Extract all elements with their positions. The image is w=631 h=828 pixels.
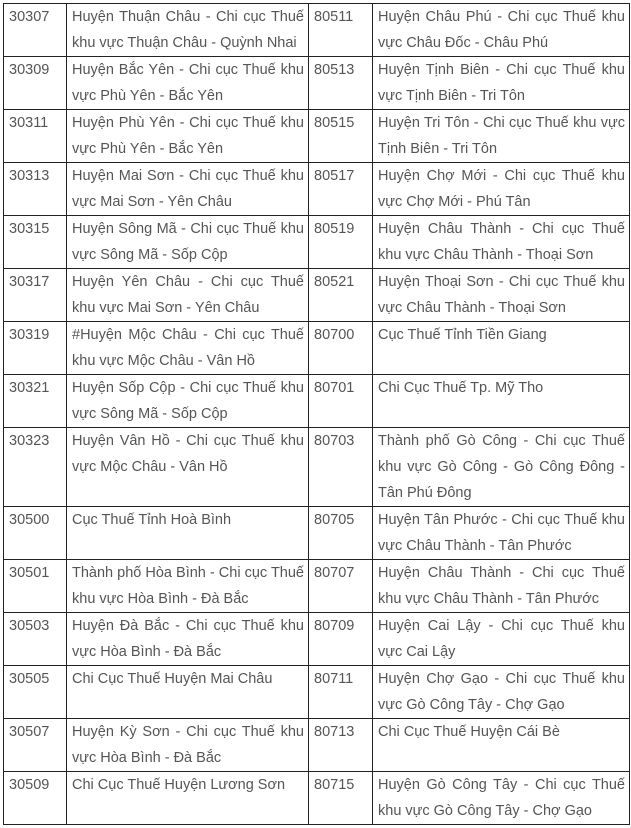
code-cell: 30319: [4, 322, 67, 375]
office-name-cell: Huyện Cai Lậy - Chi cục Thuế khu vực Cai Lậy: [373, 613, 630, 666]
table-row: [4, 507, 630, 560]
code-cell: 30501: [4, 560, 67, 613]
office-name-cell: Huyện Châu Thành - Chi cục Thuế khu vực Châu Thành - Thoại Sơn: [373, 216, 630, 269]
code-cell: 30307: [4, 4, 67, 57]
office-name-cell: Thành phố Hòa Bình - Chi cục Thuế khu vực Hòa Bình - Đà Bắc: [67, 560, 309, 613]
office-name-cell: Huyện Sông Mã - Chi cục Thuế khu vực Sông Mã - Sốp Cộp: [67, 216, 309, 269]
code-cell: 80705: [309, 507, 373, 560]
office-name-cell: Cục Thuế Tỉnh Tiền Giang: [373, 322, 630, 375]
office-name-cell: Huyện Bắc Yên - Chi cục Thuế khu vực Phù Yên - Bắc Yên: [67, 57, 309, 110]
code-cell: 80701: [309, 375, 373, 428]
table-row: [4, 216, 630, 269]
office-name-cell: Huyện Vân Hồ - Chi cục Thuế khu vực Mộc Châu - Vân Hồ: [67, 428, 309, 507]
table-row: [4, 719, 630, 772]
code-cell: 80513: [309, 57, 373, 110]
office-name-cell: Huyện Chợ Mới - Chi cục Thuế khu vực Chợ Mới - Phú Tân: [373, 163, 630, 216]
code-cell: 80711: [309, 666, 373, 719]
office-name-cell: Huyện Tịnh Biên - Chi cục Thuế khu vực Tịnh Biên - Tri Tôn: [373, 57, 630, 110]
code-cell: 30315: [4, 216, 67, 269]
code-cell: 80700: [309, 322, 373, 375]
office-name-cell: Chi Cục Thuế Huyện Mai Châu: [67, 666, 309, 719]
code-cell: 80511: [309, 4, 373, 57]
code-cell: 30313: [4, 163, 67, 216]
tax-office-table: [3, 3, 630, 825]
table-row: [4, 772, 630, 825]
table-row: [4, 57, 630, 110]
office-name-cell: Huyện Châu Phú - Chi cục Thuế khu vực Châu Đốc - Châu Phú: [373, 4, 630, 57]
code-cell: 30321: [4, 375, 67, 428]
office-name-cell: #Huyện Mộc Châu - Chi cục Thuế khu vực Mộc Châu - Vân Hồ: [67, 322, 309, 375]
code-cell: 80521: [309, 269, 373, 322]
code-cell: 30309: [4, 57, 67, 110]
office-name-cell: Huyện Thoại Sơn - Chi cục Thuế khu vực Châu Thành - Thoại Sơn: [373, 269, 630, 322]
table-row: [4, 322, 630, 375]
code-cell: 80519: [309, 216, 373, 269]
office-name-cell: Chi Cục Thuế Tp. Mỹ Tho: [373, 375, 630, 428]
code-cell: 30317: [4, 269, 67, 322]
code-cell: 30505: [4, 666, 67, 719]
code-cell: 80515: [309, 110, 373, 163]
office-name-cell: Huyện Yên Châu - Chi cục Thuế khu vực Mai Sơn - Yên Châu: [67, 269, 309, 322]
code-cell: 30503: [4, 613, 67, 666]
code-cell: 30311: [4, 110, 67, 163]
office-name-cell: Huyện Tân Phước - Chi cục Thuế khu vực Châu Thành - Tân Phước: [373, 507, 630, 560]
table-row: [4, 110, 630, 163]
office-name-cell: Chi Cục Thuế Huyện Cái Bè: [373, 719, 630, 772]
office-name-cell: Cục Thuế Tỉnh Hoà Bình: [67, 507, 309, 560]
code-cell: 30507: [4, 719, 67, 772]
office-name-cell: Huyện Sốp Cộp - Chi cục Thuế khu vực Sông Mã - Sốp Cộp: [67, 375, 309, 428]
table-row: [4, 428, 630, 507]
table-row: [4, 269, 630, 322]
table-body: [4, 4, 630, 825]
code-cell: 80517: [309, 163, 373, 216]
office-name-cell: Huyện Chợ Gạo - Chi cục Thuế khu vực Gò Công Tây - Chợ Gạo: [373, 666, 630, 719]
code-cell: 80707: [309, 560, 373, 613]
table-row: [4, 163, 630, 216]
office-name-cell: Huyện Thuận Châu - Chi cục Thuế khu vực Thuận Châu - Quỳnh Nhai: [67, 4, 309, 57]
office-name-cell: Huyện Đà Bắc - Chi cục Thuế khu vực Hòa Bình - Đà Bắc: [67, 613, 309, 666]
code-cell: 80703: [309, 428, 373, 507]
code-cell: 80715: [309, 772, 373, 825]
office-name-cell: Huyện Mai Sơn - Chi cục Thuế khu vực Mai Sơn - Yên Châu: [67, 163, 309, 216]
office-name-cell: Huyện Châu Thành - Chi cục Thuế khu vực Châu Thành - Tân Phước: [373, 560, 630, 613]
table-row: [4, 560, 630, 613]
table-row: [4, 375, 630, 428]
office-name-cell: Huyện Tri Tôn - Chi cục Thuế khu vực Tịnh Biên - Tri Tôn: [373, 110, 630, 163]
office-name-cell: Thành phố Gò Công - Chi cục Thuế khu vực Gò Công - Gò Công Đông - Tân Phú Đông: [373, 428, 630, 507]
table-row: [4, 613, 630, 666]
office-name-cell: Huyện Phù Yên - Chi cục Thuế khu vực Phù Yên - Bắc Yên: [67, 110, 309, 163]
table-row: [4, 666, 630, 719]
code-cell: 30509: [4, 772, 67, 825]
office-name-cell: Huyện Gò Công Tây - Chi cục Thuế khu vực Gò Công Tây - Chợ Gạo: [373, 772, 630, 825]
office-name-cell: Chi Cục Thuế Huyện Lương Sơn: [67, 772, 309, 825]
code-cell: 30500: [4, 507, 67, 560]
code-cell: 30323: [4, 428, 67, 507]
code-cell: 80713: [309, 719, 373, 772]
office-name-cell: Huyện Kỳ Sơn - Chi cục Thuế khu vực Hòa Bình - Đà Bắc: [67, 719, 309, 772]
table-row: [4, 4, 630, 57]
code-cell: 80709: [309, 613, 373, 666]
